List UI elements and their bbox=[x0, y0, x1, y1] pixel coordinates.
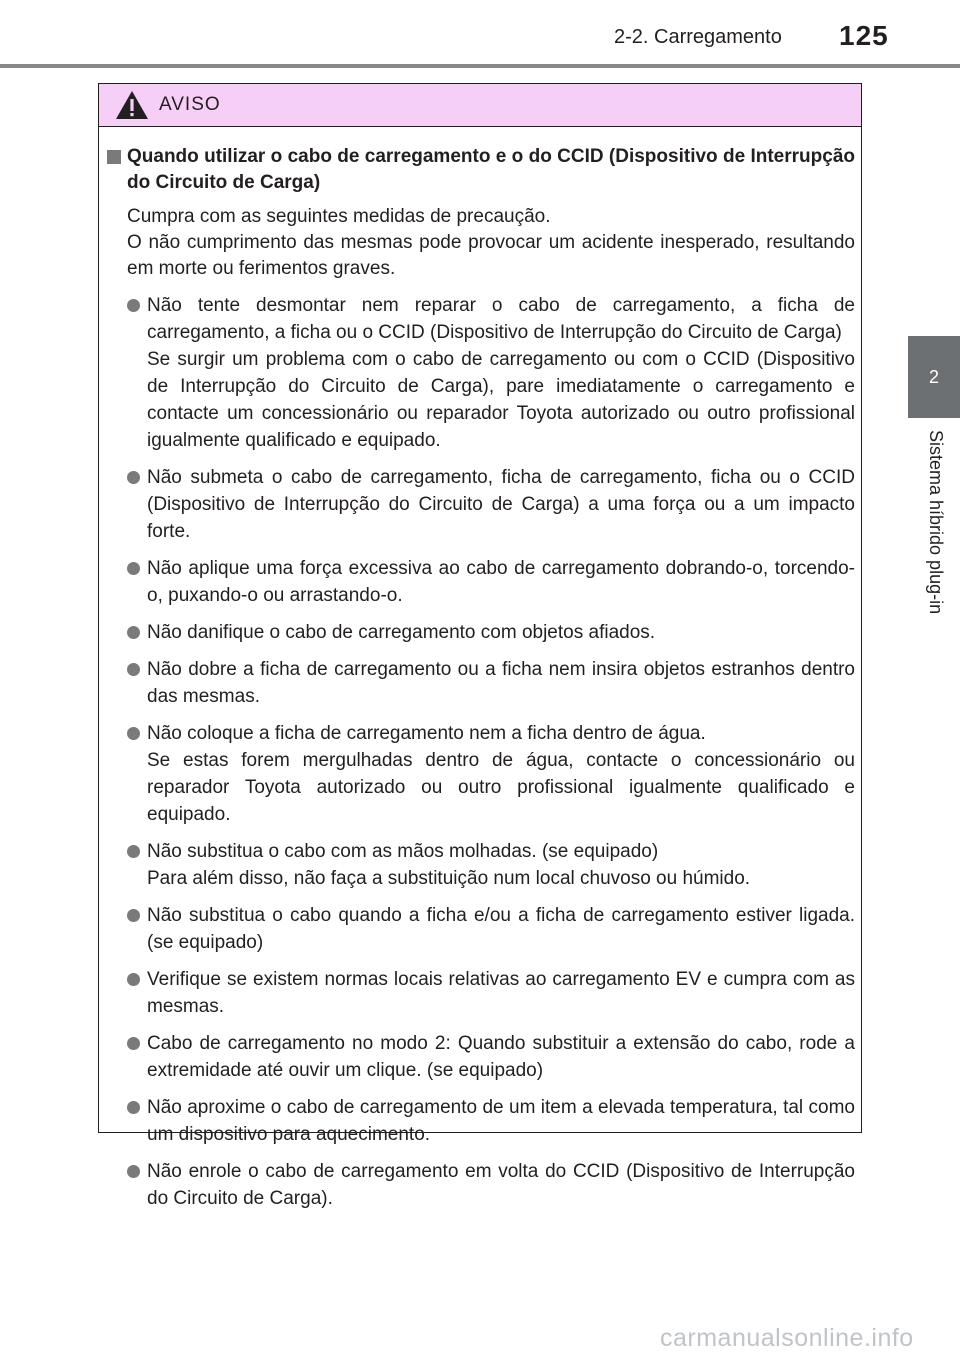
warning-heading bbox=[105, 144, 855, 196]
precaution-list bbox=[105, 292, 855, 1212]
bullet-dot-icon bbox=[127, 471, 140, 484]
precaution-text: Cabo de carregamento no modo 2: Quando substituir a extensão do cabo, rode a extremidade até ouvir um clique. (se equipado) bbox=[147, 1033, 855, 1081]
precaution-item bbox=[105, 656, 855, 710]
precaution-text: Não substitua o cabo com as mãos molhadas. (se equipado) bbox=[147, 841, 659, 862]
chapter-tab bbox=[908, 420, 960, 800]
warning-triangle-icon bbox=[115, 90, 149, 120]
chapter-tab-title: Sistema híbrido plug-in bbox=[926, 430, 946, 615]
precaution-item bbox=[105, 1158, 855, 1212]
warning-heading-text: Quando utilizar o cabo de carregamento e o do CCID (Dispositivo de Interrupção do Circuito de Carga) bbox=[127, 146, 855, 193]
warning-content bbox=[105, 144, 855, 1222]
precaution-text: Não danifique o cabo de carregamento com objetos afiados. bbox=[147, 622, 656, 643]
bullet-dot-icon bbox=[127, 1037, 140, 1050]
precaution-item bbox=[105, 464, 855, 545]
chapter-tab-number: 2 bbox=[908, 336, 960, 418]
precaution-item bbox=[105, 966, 855, 1020]
bullet-dot-icon bbox=[127, 1101, 140, 1114]
bullet-dot-icon bbox=[127, 663, 140, 676]
precaution-text: Não aplique uma força excessiva ao cabo de carregamento dobrando-o, torcendo-o, puxando-o ou arrastando-o. bbox=[147, 558, 855, 606]
precaution-text: Para além disso, não faça a substituição num local chuvoso ou húmido. bbox=[147, 868, 751, 889]
page-number: 125 bbox=[839, 20, 889, 51]
intro-line: Cumpra com as seguintes medidas de precaução. bbox=[127, 206, 551, 227]
watermark: carmanualsonline.info bbox=[660, 1324, 914, 1352]
precaution-text: Não tente desmontar nem reparar o cabo de carregamento, a ficha de carregamento, a ficha ou o CCID (Dispositivo de Interrupção do Circuito de Carga) bbox=[147, 295, 855, 343]
section-title: 2-2. Carregamento bbox=[614, 26, 782, 48]
precaution-text: Não coloque a ficha de carregamento nem a ficha dentro de água. bbox=[147, 723, 706, 744]
precaution-text: Não submeta o cabo de carregamento, ficha de carregamento, ficha ou o CCID (Dispositivo de Interrupção do Circuito de Carga) a uma força ou a um impacto forte. bbox=[147, 467, 855, 542]
bullet-dot-icon bbox=[127, 973, 140, 986]
precaution-text: Não enrole o cabo de carregamento em volta do CCID (Dispositivo de Interrupção do Circuito de Carga). bbox=[147, 1161, 855, 1209]
bullet-dot-icon bbox=[127, 299, 140, 312]
precaution-text: Se surgir um problema com o cabo de carregamento ou com o CCID (Dispositivo de Interrupção do Circuito de Carga), pare imediatamente o carregamento e contacte um concessionário ou reparador Toyota autorizado ou outro profissional igualmente qualificado e equipado. bbox=[147, 349, 855, 451]
warning-box bbox=[98, 83, 862, 1209]
header-divider bbox=[0, 64, 960, 68]
precaution-item bbox=[105, 619, 855, 646]
intro-line: O não cumprimento das mesmas pode provocar um acidente inesperado, resultando em morte ou ferimentos graves. bbox=[127, 232, 855, 279]
square-bullet-icon bbox=[107, 150, 121, 164]
precaution-text: Se estas forem mergulhadas dentro de água, contacte o concessionário ou reparador Toyota autorizado ou outro profissional igualmente qualificado e equipado. bbox=[147, 750, 855, 825]
precaution-item bbox=[105, 1094, 855, 1148]
precaution-text: Não substitua o cabo quando a ficha e/ou a ficha de carregamento estiver ligada. (se equipado) bbox=[147, 905, 855, 953]
precaution-text: Não aproxime o cabo de carregamento de um item a elevada temperatura, tal como um dispositivo para aquecimento. bbox=[147, 1097, 855, 1145]
bullet-dot-icon bbox=[127, 1165, 140, 1178]
precaution-item bbox=[105, 838, 855, 892]
bullet-dot-icon bbox=[127, 626, 140, 639]
precaution-text: Não dobre a ficha de carregamento ou a ficha nem insira objetos estranhos dentro das mesmas. bbox=[147, 659, 855, 707]
warning-intro bbox=[105, 204, 855, 282]
precaution-item bbox=[105, 720, 855, 828]
precaution-item bbox=[105, 902, 855, 956]
warning-title: AVISO bbox=[159, 94, 221, 115]
bullet-dot-icon bbox=[127, 845, 140, 858]
precaution-item bbox=[105, 292, 855, 454]
bullet-dot-icon bbox=[127, 909, 140, 922]
precaution-item bbox=[105, 1030, 855, 1084]
bullet-dot-icon bbox=[127, 562, 140, 575]
precaution-text: Verifique se existem normas locais relativas ao carregamento EV e cumpra com as mesmas. bbox=[147, 969, 855, 1017]
bullet-dot-icon bbox=[127, 727, 140, 740]
warning-header bbox=[99, 84, 861, 127]
precaution-item bbox=[105, 555, 855, 609]
